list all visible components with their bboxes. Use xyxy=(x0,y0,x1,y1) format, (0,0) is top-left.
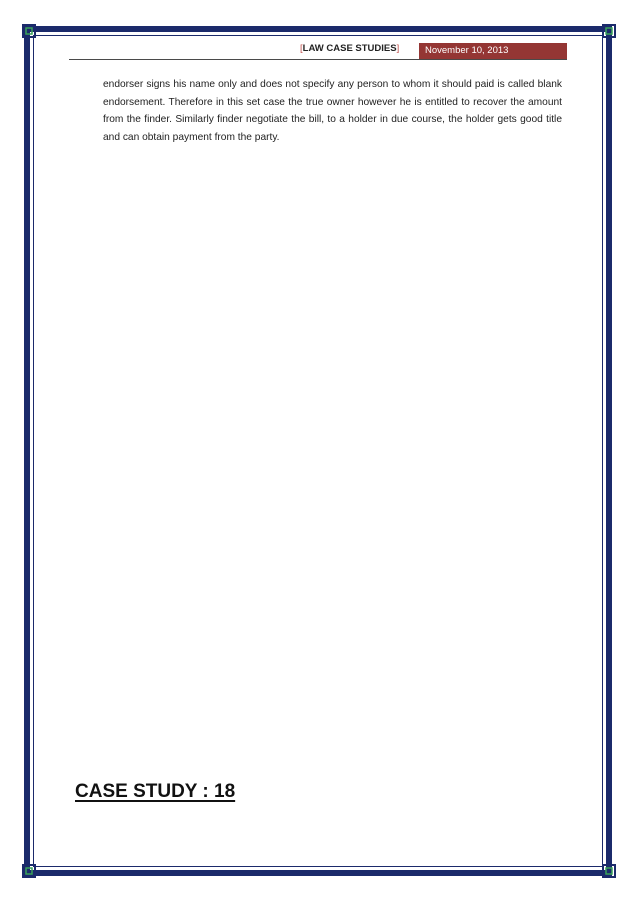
body-paragraph: endorser signs his name only and does not specify any person to whom it should paid is called blank endorsement. Therefore in this set case the true owner however he is entitled to recover the amount from the finder. Similarly finder negotiate the bill, to a holder in due course, the holder gets good title and can obtain payment from the party. xyxy=(103,79,562,143)
corner-ornament-icon xyxy=(602,24,616,38)
header-title xyxy=(300,43,399,54)
section-heading: CASE STUDY : 18 xyxy=(75,781,236,802)
header-date: November 10, 2013 xyxy=(419,43,567,59)
header-title-text: LAW CASE STUDIES xyxy=(302,43,397,54)
header-bracket-close: ] xyxy=(396,43,400,54)
page-border-inner xyxy=(33,35,603,867)
header-divider xyxy=(69,59,567,60)
corner-ornament-icon xyxy=(602,864,616,878)
corner-ornament-icon xyxy=(22,24,36,38)
header-bracket-open: [ xyxy=(300,43,303,54)
corner-ornament-icon xyxy=(22,864,36,878)
